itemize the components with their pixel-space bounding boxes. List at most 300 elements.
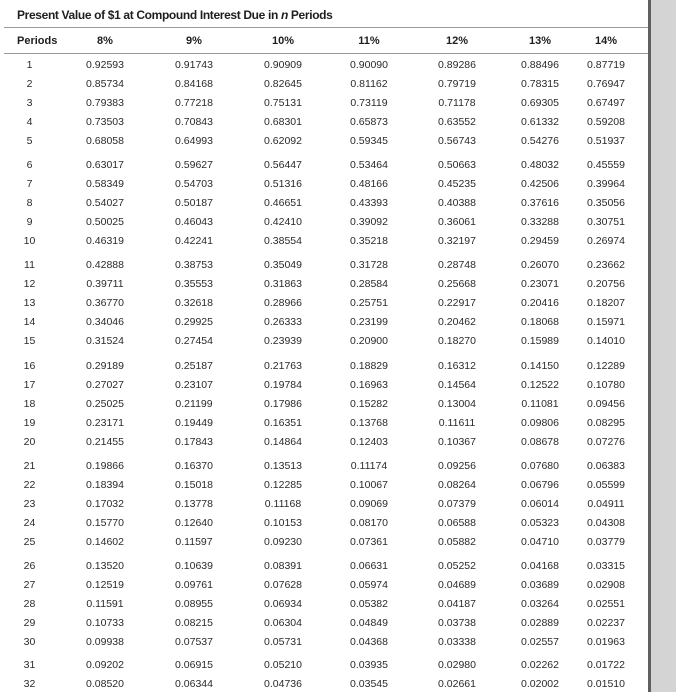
period-cell: 12 <box>23 278 36 290</box>
value-cell: 0.43393 <box>350 197 388 209</box>
value-cell: 0.03315 <box>587 560 625 572</box>
value-cell: 0.25668 <box>438 278 476 290</box>
value-cell: 0.07628 <box>264 579 302 591</box>
value-cell: 0.58349 <box>86 178 124 190</box>
value-cell: 0.17986 <box>264 398 302 410</box>
value-cell: 0.02002 <box>521 678 559 690</box>
value-cell: 0.45235 <box>438 178 476 190</box>
value-cell: 0.33288 <box>521 216 559 228</box>
value-cell: 0.10067 <box>350 479 388 491</box>
period-cell: 1 <box>26 59 33 71</box>
value-cell: 0.20756 <box>587 278 625 290</box>
value-cell: 0.59208 <box>587 116 625 128</box>
value-cell: 0.03935 <box>350 659 388 671</box>
value-cell: 0.56447 <box>264 159 302 171</box>
value-cell: 0.05323 <box>521 517 559 529</box>
value-cell: 0.65873 <box>350 116 388 128</box>
value-cell: 0.20462 <box>438 316 476 328</box>
period-cell: 32 <box>23 678 36 690</box>
table-row <box>0 333 651 349</box>
value-cell: 0.31728 <box>350 259 388 271</box>
value-cell: 0.06588 <box>438 517 476 529</box>
table-row <box>0 76 651 92</box>
value-cell: 0.51316 <box>264 178 302 190</box>
period-cell: 21 <box>23 460 36 472</box>
value-cell: 0.71178 <box>438 97 476 109</box>
value-cell: 0.88496 <box>521 59 559 71</box>
header-rate: 9% <box>186 35 202 47</box>
value-cell: 0.36061 <box>438 216 476 228</box>
value-cell: 0.15989 <box>521 335 559 347</box>
value-cell: 0.02889 <box>521 617 559 629</box>
value-cell: 0.23171 <box>86 417 124 429</box>
value-cell: 0.03779 <box>587 536 625 548</box>
value-cell: 0.07276 <box>587 436 625 448</box>
value-cell: 0.04736 <box>264 678 302 690</box>
period-cell: 7 <box>26 178 33 190</box>
value-cell: 0.09456 <box>587 398 625 410</box>
value-cell: 0.73503 <box>86 116 124 128</box>
value-cell: 0.85734 <box>86 78 124 90</box>
value-cell: 0.21199 <box>175 398 213 410</box>
value-cell: 0.26974 <box>587 235 625 247</box>
period-cell: 19 <box>23 417 36 429</box>
period-cell: 4 <box>26 116 33 128</box>
table-row <box>0 176 651 192</box>
value-cell: 0.32618 <box>175 297 213 309</box>
value-cell: 0.40388 <box>438 197 476 209</box>
value-cell: 0.39711 <box>86 278 124 290</box>
table-row <box>0 114 651 130</box>
value-cell: 0.04710 <box>521 536 559 548</box>
value-cell: 0.04308 <box>587 517 625 529</box>
value-cell: 0.02551 <box>587 598 625 610</box>
value-cell: 0.19866 <box>86 460 124 472</box>
period-cell: 23 <box>23 498 36 510</box>
value-cell: 0.05210 <box>264 659 302 671</box>
title-variable: n <box>280 8 288 22</box>
value-cell: 0.13520 <box>86 560 124 572</box>
value-cell: 0.29925 <box>175 316 213 328</box>
value-cell: 0.75131 <box>264 97 302 109</box>
value-cell: 0.08215 <box>175 617 213 629</box>
period-cell: 27 <box>23 579 36 591</box>
value-cell: 0.03738 <box>438 617 476 629</box>
value-cell: 0.12522 <box>521 379 559 391</box>
value-cell: 0.12519 <box>86 579 124 591</box>
value-cell: 0.39092 <box>350 216 388 228</box>
value-cell: 0.08264 <box>438 479 476 491</box>
value-cell: 0.70843 <box>175 116 213 128</box>
value-cell: 0.05252 <box>438 560 476 572</box>
value-cell: 0.07379 <box>438 498 476 510</box>
value-cell: 0.02557 <box>521 636 559 648</box>
table-row <box>0 458 651 474</box>
value-cell: 0.02980 <box>438 659 476 671</box>
table-row <box>0 314 651 330</box>
value-cell: 0.14150 <box>521 360 559 372</box>
value-cell: 0.69305 <box>521 97 559 109</box>
value-cell: 0.09069 <box>350 498 388 510</box>
value-cell: 0.18207 <box>587 297 625 309</box>
value-cell: 0.09806 <box>521 417 559 429</box>
value-cell: 0.36770 <box>86 297 124 309</box>
period-cell: 15 <box>23 335 36 347</box>
value-cell: 0.04168 <box>521 560 559 572</box>
value-cell: 0.35049 <box>264 259 302 271</box>
value-cell: 0.07537 <box>175 636 213 648</box>
value-cell: 0.46043 <box>175 216 213 228</box>
table-row <box>0 396 651 412</box>
value-cell: 0.35553 <box>175 278 213 290</box>
value-cell: 0.50187 <box>175 197 213 209</box>
value-cell: 0.13513 <box>264 460 302 472</box>
value-cell: 0.11174 <box>350 460 388 472</box>
value-cell: 0.12640 <box>175 517 213 529</box>
title-prefix: Present Value of $1 at Compound Interest Due in <box>17 8 278 22</box>
period-cell: 5 <box>26 135 33 147</box>
value-cell: 0.51937 <box>587 135 625 147</box>
table-row <box>0 596 651 612</box>
value-cell: 0.35218 <box>350 235 388 247</box>
value-cell: 0.38554 <box>264 235 302 247</box>
value-cell: 0.09761 <box>175 579 213 591</box>
value-cell: 0.35056 <box>587 197 625 209</box>
value-cell: 0.28584 <box>350 278 388 290</box>
value-cell: 0.07361 <box>350 536 388 548</box>
table-row <box>0 657 651 673</box>
value-cell: 0.54276 <box>521 135 559 147</box>
value-cell: 0.15971 <box>587 316 625 328</box>
value-cell: 0.28966 <box>264 297 302 309</box>
value-cell: 0.11168 <box>264 498 302 510</box>
period-cell: 11 <box>24 259 35 271</box>
value-cell: 0.23662 <box>587 259 625 271</box>
value-cell: 0.04187 <box>438 598 476 610</box>
period-cell: 9 <box>26 216 33 228</box>
value-cell: 0.06344 <box>175 678 213 690</box>
value-cell: 0.15282 <box>350 398 388 410</box>
table-row <box>0 477 651 493</box>
value-cell: 0.67497 <box>587 97 625 109</box>
value-cell: 0.13778 <box>175 498 213 510</box>
value-cell: 0.19784 <box>264 379 302 391</box>
value-cell: 0.46319 <box>86 235 124 247</box>
value-cell: 0.79719 <box>438 78 476 90</box>
value-cell: 0.09938 <box>86 636 124 648</box>
value-cell: 0.90090 <box>350 59 388 71</box>
value-cell: 0.06014 <box>521 498 559 510</box>
value-cell: 0.08678 <box>521 436 559 448</box>
value-cell: 0.02237 <box>587 617 625 629</box>
value-cell: 0.11611 <box>438 417 476 429</box>
value-cell: 0.02908 <box>587 579 625 591</box>
value-cell: 0.15018 <box>175 479 213 491</box>
value-cell: 0.42241 <box>175 235 213 247</box>
value-cell: 0.16351 <box>264 417 302 429</box>
value-cell: 0.11597 <box>175 536 213 548</box>
value-cell: 0.22917 <box>438 297 476 309</box>
value-cell: 0.05882 <box>438 536 476 548</box>
value-cell: 0.05382 <box>350 598 388 610</box>
value-cell: 0.06915 <box>175 659 213 671</box>
value-cell: 0.64993 <box>175 135 213 147</box>
table-row <box>0 634 651 650</box>
period-cell: 18 <box>23 398 36 410</box>
value-cell: 0.90909 <box>264 59 302 71</box>
value-cell: 0.21763 <box>264 360 302 372</box>
value-cell: 0.23199 <box>350 316 388 328</box>
header-rate: 14% <box>594 35 618 47</box>
period-cell: 6 <box>26 159 33 171</box>
value-cell: 0.13768 <box>350 417 388 429</box>
value-cell: 0.25751 <box>350 297 388 309</box>
value-cell: 0.50663 <box>438 159 476 171</box>
period-cell: 26 <box>23 560 36 572</box>
table-row <box>0 615 651 631</box>
value-cell: 0.48166 <box>350 178 388 190</box>
value-cell: 0.12285 <box>264 479 302 491</box>
value-cell: 0.05599 <box>587 479 625 491</box>
value-cell: 0.38753 <box>175 259 213 271</box>
value-cell: 0.04689 <box>438 579 476 591</box>
value-cell: 0.87719 <box>587 59 625 71</box>
table-row <box>0 577 651 593</box>
title-suffix: Periods <box>290 8 333 22</box>
value-cell: 0.23071 <box>521 278 559 290</box>
value-cell: 0.91743 <box>175 59 213 71</box>
value-cell: 0.10780 <box>587 379 625 391</box>
value-cell: 0.42410 <box>264 216 302 228</box>
value-cell: 0.01510 <box>587 678 625 690</box>
value-cell: 0.37616 <box>521 197 559 209</box>
value-cell: 0.59627 <box>175 159 213 171</box>
value-cell: 0.78315 <box>521 78 559 90</box>
value-cell: 0.03545 <box>350 678 388 690</box>
value-cell: 0.28748 <box>438 259 476 271</box>
header-rate: 12% <box>445 35 469 47</box>
period-cell: 3 <box>26 97 33 109</box>
value-cell: 0.09256 <box>438 460 476 472</box>
value-cell: 0.02262 <box>521 659 559 671</box>
value-cell: 0.14010 <box>587 335 625 347</box>
value-cell: 0.06631 <box>350 560 388 572</box>
period-cell: 24 <box>23 517 36 529</box>
value-cell: 0.11081 <box>521 398 559 410</box>
value-cell: 0.61332 <box>521 116 559 128</box>
period-cell: 2 <box>26 78 33 90</box>
value-cell: 0.27027 <box>86 379 124 391</box>
value-cell: 0.31524 <box>86 335 124 347</box>
value-cell: 0.06934 <box>264 598 302 610</box>
value-cell: 0.68058 <box>86 135 124 147</box>
value-cell: 0.16963 <box>350 379 388 391</box>
value-cell: 0.09202 <box>86 659 124 671</box>
period-cell: 8 <box>26 197 33 209</box>
value-cell: 0.02661 <box>438 678 476 690</box>
table-row <box>0 57 651 73</box>
value-cell: 0.42888 <box>86 259 124 271</box>
value-cell: 0.10733 <box>86 617 124 629</box>
period-cell: 29 <box>23 617 36 629</box>
top-rule <box>4 27 648 28</box>
value-cell: 0.89286 <box>438 59 476 71</box>
value-cell: 0.06304 <box>264 617 302 629</box>
value-cell: 0.03689 <box>521 579 559 591</box>
value-cell: 0.84168 <box>175 78 213 90</box>
value-cell: 0.92593 <box>86 59 124 71</box>
value-cell: 0.18394 <box>86 479 124 491</box>
value-cell: 0.48032 <box>521 159 559 171</box>
value-cell: 0.68301 <box>264 116 302 128</box>
value-cell: 0.14864 <box>264 436 302 448</box>
table-row <box>0 496 651 512</box>
value-cell: 0.13004 <box>438 398 476 410</box>
value-cell: 0.19449 <box>175 417 213 429</box>
value-cell: 0.05731 <box>264 636 302 648</box>
period-cell: 28 <box>23 598 36 610</box>
header-rule <box>4 53 648 54</box>
value-cell: 0.54027 <box>86 197 124 209</box>
value-cell: 0.08170 <box>350 517 388 529</box>
period-cell: 22 <box>23 479 36 491</box>
value-cell: 0.15770 <box>86 517 124 529</box>
value-cell: 0.76947 <box>587 78 625 90</box>
value-cell: 0.23939 <box>264 335 302 347</box>
value-cell: 0.05974 <box>350 579 388 591</box>
value-cell: 0.16370 <box>175 460 213 472</box>
table-row <box>0 415 651 431</box>
table-row <box>0 515 651 531</box>
period-cell: 30 <box>23 636 36 648</box>
table-row <box>0 295 651 311</box>
value-cell: 0.42506 <box>521 178 559 190</box>
period-cell: 14 <box>23 316 36 328</box>
value-cell: 0.21455 <box>86 436 124 448</box>
value-cell: 0.26070 <box>521 259 559 271</box>
table-row <box>0 195 651 211</box>
value-cell: 0.04849 <box>350 617 388 629</box>
value-cell: 0.01963 <box>587 636 625 648</box>
value-cell: 0.82645 <box>264 78 302 90</box>
value-cell: 0.27454 <box>175 335 213 347</box>
value-cell: 0.23107 <box>175 379 213 391</box>
value-cell: 0.03338 <box>438 636 476 648</box>
value-cell: 0.10639 <box>175 560 213 572</box>
value-cell: 0.34046 <box>86 316 124 328</box>
value-cell: 0.20900 <box>350 335 388 347</box>
header-rate: 11% <box>358 35 380 47</box>
value-cell: 0.59345 <box>350 135 388 147</box>
value-cell: 0.29189 <box>86 360 124 372</box>
value-cell: 0.31863 <box>264 278 302 290</box>
table-row <box>0 257 651 273</box>
value-cell: 0.12289 <box>587 360 625 372</box>
value-cell: 0.73119 <box>350 97 388 109</box>
table-title <box>17 6 332 24</box>
period-cell: 20 <box>23 436 36 448</box>
value-cell: 0.10153 <box>264 517 302 529</box>
value-cell: 0.32197 <box>438 235 476 247</box>
period-cell: 16 <box>23 360 36 372</box>
value-cell: 0.03264 <box>521 598 559 610</box>
value-cell: 0.04911 <box>587 498 625 510</box>
table-row <box>0 133 651 149</box>
value-cell: 0.12403 <box>350 436 388 448</box>
period-cell: 10 <box>23 235 36 247</box>
period-cell: 31 <box>23 659 36 671</box>
value-cell: 0.81162 <box>350 78 388 90</box>
value-cell: 0.08520 <box>86 678 124 690</box>
table-row <box>0 233 651 249</box>
header-rate: 13% <box>528 35 552 47</box>
table-row <box>0 95 651 111</box>
value-cell: 0.18829 <box>350 360 388 372</box>
value-cell: 0.62092 <box>264 135 302 147</box>
table-row <box>0 534 651 550</box>
value-cell: 0.17032 <box>86 498 124 510</box>
header-rate: 8% <box>97 35 113 47</box>
value-cell: 0.63552 <box>438 116 476 128</box>
value-cell: 0.10367 <box>438 436 476 448</box>
value-cell: 0.53464 <box>350 159 388 171</box>
value-cell: 0.14602 <box>86 536 124 548</box>
value-cell: 0.08955 <box>175 598 213 610</box>
value-cell: 0.63017 <box>86 159 124 171</box>
value-cell: 0.17843 <box>175 436 213 448</box>
value-cell: 0.79383 <box>86 97 124 109</box>
table-row <box>0 214 651 230</box>
value-cell: 0.50025 <box>86 216 124 228</box>
value-cell: 0.09230 <box>264 536 302 548</box>
value-cell: 0.14564 <box>438 379 476 391</box>
value-cell: 0.11591 <box>86 598 124 610</box>
header-row <box>0 33 651 49</box>
table-row <box>0 558 651 574</box>
table-row <box>0 434 651 450</box>
value-cell: 0.39964 <box>587 178 625 190</box>
value-cell: 0.07680 <box>521 460 559 472</box>
value-cell: 0.25187 <box>175 360 213 372</box>
period-cell: 17 <box>23 379 36 391</box>
value-cell: 0.01722 <box>587 659 625 671</box>
value-cell: 0.06383 <box>587 460 625 472</box>
value-cell: 0.29459 <box>521 235 559 247</box>
value-cell: 0.77218 <box>175 97 213 109</box>
value-cell: 0.30751 <box>587 216 625 228</box>
value-cell: 0.08295 <box>587 417 625 429</box>
value-cell: 0.08391 <box>264 560 302 572</box>
value-cell: 0.18068 <box>521 316 559 328</box>
header-rate: 10% <box>271 35 295 47</box>
value-cell: 0.56743 <box>438 135 476 147</box>
period-cell: 13 <box>23 297 36 309</box>
value-cell: 0.54703 <box>175 178 213 190</box>
table-row <box>0 358 651 374</box>
table-row <box>0 276 651 292</box>
table-row <box>0 676 651 692</box>
value-cell: 0.16312 <box>438 360 476 372</box>
table-row <box>0 157 651 173</box>
value-cell: 0.06796 <box>521 479 559 491</box>
value-cell: 0.20416 <box>521 297 559 309</box>
value-cell: 0.45559 <box>587 159 625 171</box>
table-row <box>0 377 651 393</box>
value-cell: 0.26333 <box>264 316 302 328</box>
value-cell: 0.18270 <box>438 335 476 347</box>
value-cell: 0.25025 <box>86 398 124 410</box>
value-cell: 0.46651 <box>264 197 302 209</box>
